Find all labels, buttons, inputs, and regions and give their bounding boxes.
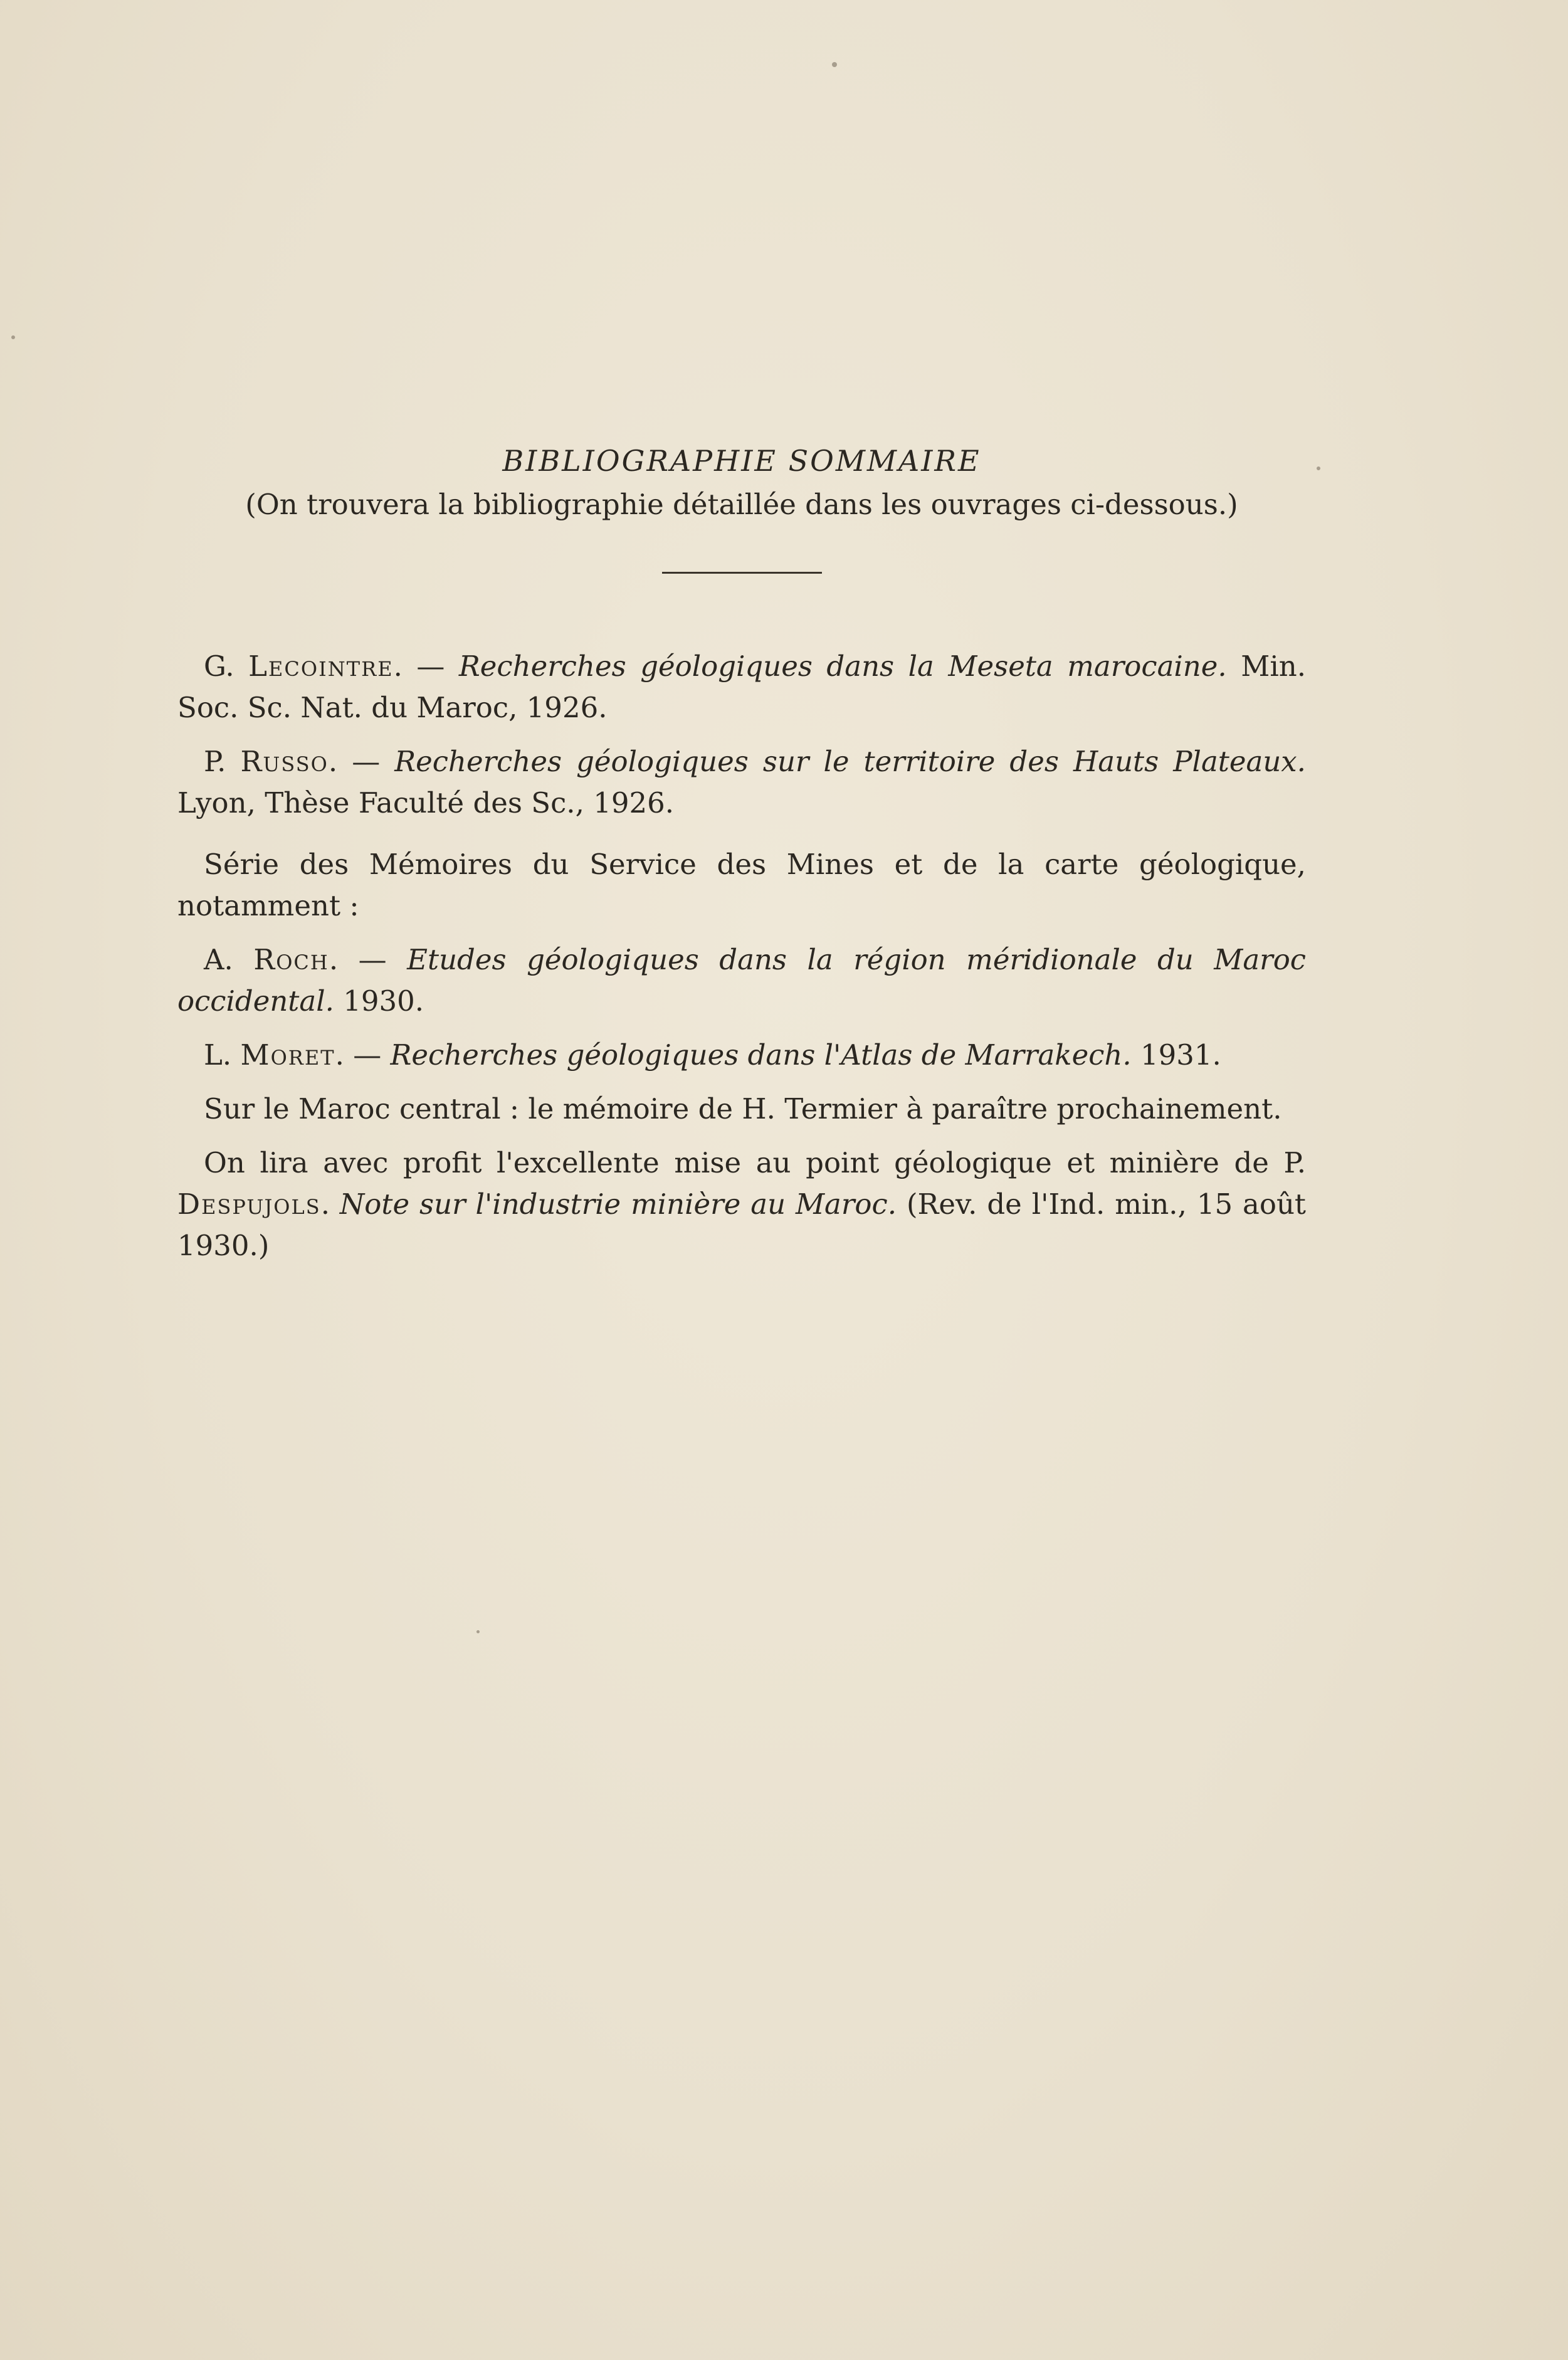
author-initial: L. [204, 1038, 241, 1072]
paper-speck [11, 335, 15, 339]
separator: . — [329, 943, 408, 976]
work-title: Recherches géologiques dans l'Atlas de Marrakech. [390, 1038, 1132, 1072]
bibliography-subtitle: (On trouvera la bibliographie détaillée dans les ouvrages ci-dessous.) [245, 488, 1238, 521]
bibliography-section [177, 439, 1306, 1279]
author-initial: A. [204, 943, 254, 976]
publication-info: 1931. [1131, 1038, 1221, 1072]
reference-entry-roch [177, 939, 1306, 1022]
publication-info: Lyon, Thèse Faculté des Sc., 1926. [177, 786, 675, 819]
reference-entry-lecointre [177, 646, 1306, 729]
author-initial: G. [204, 650, 249, 683]
work-title: Recherches géologiques sur le territoire des Hauts Plateaux. [394, 745, 1306, 778]
bibliography-title: BIBLIOGRAPHIE SOMMAIRE [502, 444, 981, 478]
publication-info: 1930. [334, 984, 424, 1018]
paper-speck [832, 62, 837, 67]
divider-rule [662, 572, 822, 574]
paper-speck [476, 1630, 480, 1633]
spacer [177, 836, 1306, 844]
reference-entry-despujols [177, 1142, 1306, 1267]
central-morocco-note: Sur le Maroc central : le mémoire de H. Termier à paraître prochainement. [204, 1092, 1282, 1125]
work-title: Etudes géologiques dans la région méridionale du Maroc occidental. [177, 943, 1306, 1018]
author-name: Despujols [177, 1188, 321, 1221]
publication-info: (Rev. de l'Ind. min., 15 août 1930.) [177, 1188, 1307, 1262]
series-note: Série des Mémoires du Service des Mines et de la carte géologique, notamment : [177, 848, 1306, 922]
separator: . — [328, 745, 395, 778]
separator: . — [393, 650, 459, 683]
work-title: Note sur l'industrie minière au Maroc. [339, 1188, 897, 1221]
author-initial: P. [204, 745, 241, 778]
intro-text: On lira avec profit l'excellente mise au point géologique et minière de P. [204, 1146, 1306, 1179]
reference-entry-moret [177, 1035, 1306, 1076]
separator: . [320, 1188, 340, 1221]
author-name: Roch [253, 943, 329, 976]
author-name: Russo [240, 745, 329, 778]
separator: . — [335, 1038, 391, 1072]
reference-list [177, 646, 1306, 1267]
work-title: Recherches géologiques dans la Meseta marocaine. [458, 650, 1227, 683]
author-name: Lecointre [248, 650, 394, 683]
paper-speck [1317, 466, 1320, 470]
publication-info: Min. Soc. Sc. Nat. du Maroc, 1926. [177, 650, 1306, 724]
author-name: Moret [240, 1038, 335, 1072]
reference-entry-russo [177, 741, 1306, 824]
